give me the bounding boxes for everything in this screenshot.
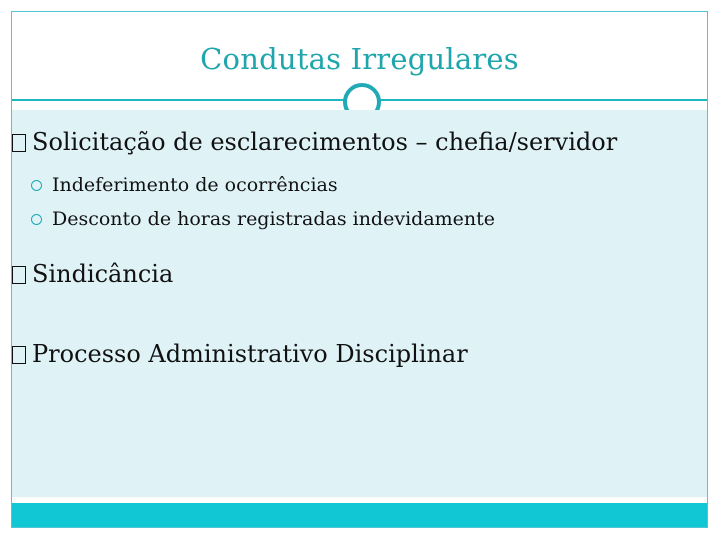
bullet-text: Solicitação de esclarecimentos – chefia/servidor [32, 128, 618, 156]
sub-bullet-text: Desconto de horas registradas indevidamente [52, 208, 496, 230]
circle-bullet-icon [31, 180, 42, 191]
bullet-item [12, 260, 173, 288]
circle-bullet-icon [31, 214, 42, 225]
slide-content [12, 110, 707, 497]
square-bullet-icon [12, 266, 26, 284]
slide-frame [11, 11, 708, 528]
bullet-item [12, 340, 468, 368]
square-bullet-icon [12, 134, 26, 152]
sub-bullet-item [31, 208, 495, 230]
bullet-text: Sindicância [32, 260, 174, 288]
bullet-text: Processo Administrativo Disciplinar [32, 340, 468, 368]
sub-bullet-text: Indeferimento de ocorrências [52, 174, 338, 196]
bullet-item [12, 128, 617, 156]
footer-bar [12, 503, 707, 527]
square-bullet-icon [12, 346, 26, 364]
slide-title: Condutas Irregulares [200, 42, 519, 76]
sub-bullet-item [31, 174, 338, 196]
